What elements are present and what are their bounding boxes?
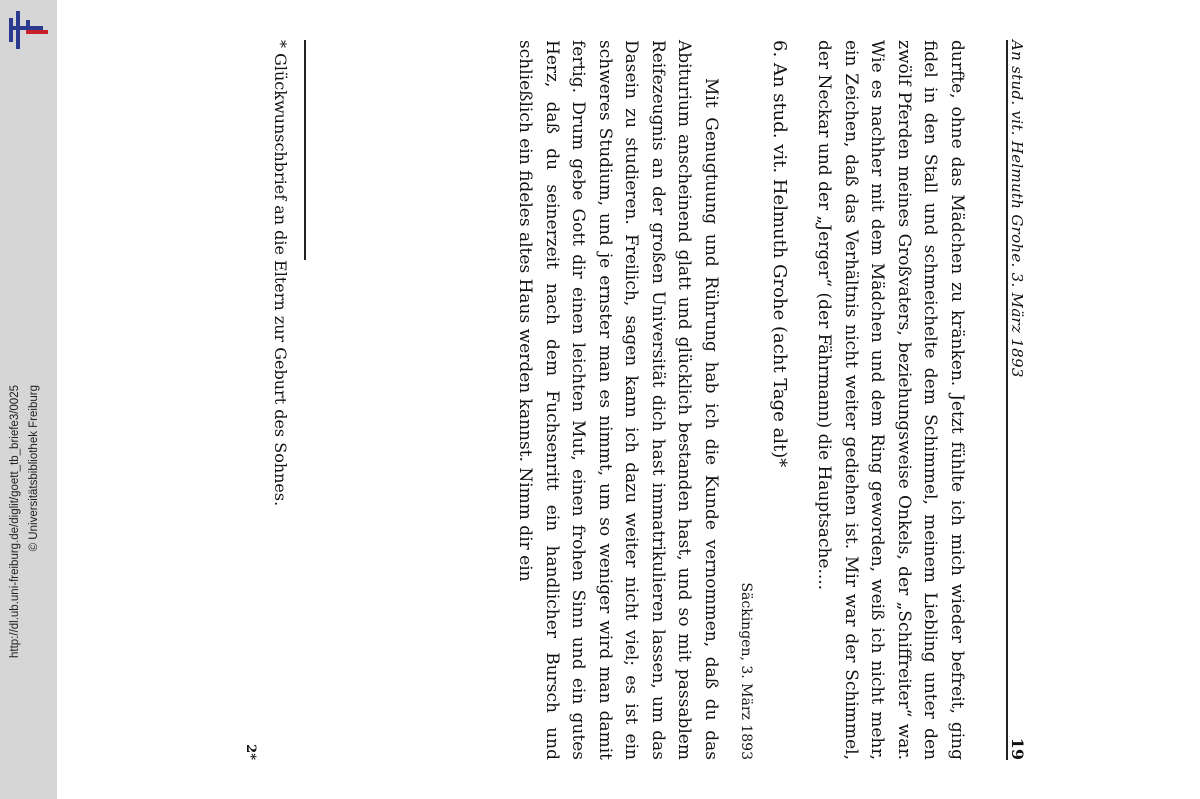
scanned-page: [130, 40, 1070, 760]
letter-heading: 6. An stud. vit. Helmuth Grohe (acht Tage alt)*: [769, 40, 790, 468]
letter-dateline: Säckingen, 3. März 1893: [738, 582, 754, 760]
footnote-rule: [304, 40, 306, 260]
paragraph-continuation: durfte, ohne das Mädchen zu kränken. Jetzt fühlte ich mich wieder befreit, ging fidel in den Stall und schmeichelte dem Schimmel, meinem Liebling unter den zwölf Pferden meines Großvaters, beziehungsweise Onkels, der „Schiffreiter“ war. Wie es nachher mit dem Mädchen und dem Ring geworden, weiß ich nicht mehr, ein Zeichen, daß das Verhältnis nicht weiter gediehen ist. Mir war der Schimmel, der Neckar und der „Jerger“ (der Fährmann) die Hauptsache....: [814, 40, 967, 760]
library-logo-icon: [6, 8, 50, 52]
page-number: 19: [1008, 737, 1027, 760]
attribution-block: [6, 385, 44, 790]
running-head: An stud. vit. Helmuth Grohe. 3. März 1893: [1008, 40, 1026, 378]
signature-mark: 2*: [243, 744, 258, 760]
letter-body: Mit Genugtuung und Rührung hab ich die Kunde vernommen, daß du das Abiturium anscheinend glatt und glücklich bestanden hast, und so mit passablem Reifezeugnis an der großen Universität dich hast immatrikulieren lassen, um das Dasein zu studieren. Freilich, sagen kann ich dazu weiter nicht viel; es ist ein schweres Studium, und je ernster man es nimmt, um so weniger wird man damit fertig. Drum gebe Gott dir einen leichten Mut, einen frohen Sinn und ein gutes Herz, daß du seinerzeit nach dem Fuchsenritt ein handlicher Bursch und schließlich ein fideles altes Haus werden kannst. Nimm dir ein: [515, 40, 721, 760]
page-header: [1006, 40, 1030, 760]
copyright-notice: © Universitätsbibliothek Freiburg: [28, 385, 40, 552]
footnote: * Glückwunschbrief an die Eltern zur Geburt des Sohnes.: [271, 40, 290, 507]
sidebar: [0, 0, 57, 799]
source-url[interactable]: http://dl.ub.uni-freiburg.de/diglit/goett_tb_briefe3/0025: [9, 385, 21, 658]
